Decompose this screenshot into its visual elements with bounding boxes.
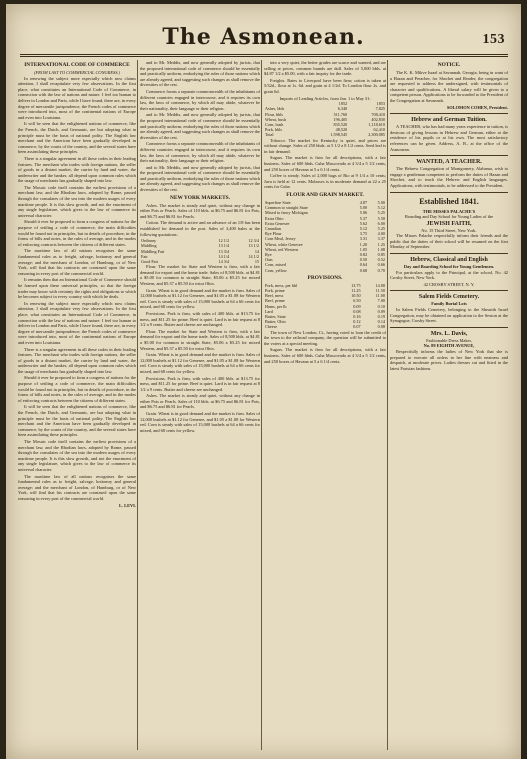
table-cell: Total <box>265 132 274 138</box>
table-cell: Corn, yellow <box>265 267 287 273</box>
table-cell: 0.10 <box>377 303 385 309</box>
paragraph: The maritime law of all nations recognises the same fundamental rules as to freight, salvage, bottomry and general average; and the merchant of London, of Hamburg, or of New York, will find that his contracts are construed upon the same reasoning in every port of the commercial world. <box>18 248 136 276</box>
paragraph: and to Mr. Meddis, and now generally adopted by jurists, that the proposed international code of commerce should be essentially and practically uniform, embodying the rules of those nations which are already agreed, and suggesting such changes as shall remove the diversities of the rest. <box>140 112 260 140</box>
table-cell: Common to straight State <box>265 205 308 211</box>
ad-address: No. 15 Third Street, New York. <box>421 227 477 233</box>
paragraph: In Salem Fields Cemetery, belonging to the Shearith Israel Congregation, may be obtained on application to the Sexton at the Synagogue, Crosby Street. <box>390 307 508 324</box>
table-cell: Extra Ohio <box>265 215 284 221</box>
table-cell: Corn, bush <box>265 121 284 127</box>
paragraph: Grain. Wheat is in good demand and the market is firm. Sales of 12,000 bushels at $1.12 for Genesee, and $1.05 a $1.08 for Western red. Corn is steady with sales of 15,000 bushels at 64 a 66 cents for mixed, and 68 cents for yellow. <box>140 287 260 310</box>
paragraph: Flour. The market for State and Western is firm, with a fair demand for export and the home trade. Sales of 8,500 bbls. at $4.81 a $5.00 for common to straight State, $5.06 a $5.25 for mixed Western, and $5.37 a $5.50 for extra Ohio. <box>140 264 260 287</box>
table-cell: Pork, mess, per bbl <box>265 282 298 288</box>
paragraph: It remains then that an International Code of Commerce should be framed upon these universal principles, so that the foreign trader may know with certainty the rights and obligations to which he becomes subject in every country with which he deals. <box>18 277 136 300</box>
provisions-table <box>264 283 386 330</box>
table-cell: Butter, Ohio <box>265 319 286 325</box>
table-cell: 5.00 <box>359 205 368 211</box>
table-cell: Canadian <box>265 225 281 231</box>
paragraph: Respectfully informs the ladies of New York that she is prepared to execute all orders in her line with neatness and despatch, at moderate prices. Ladies dresses cut and fitted in the latest Parisian fashions. <box>390 349 508 371</box>
market-heading: NEW YORK MARKETS. <box>169 194 231 201</box>
table-cell: 1.25 <box>377 241 385 247</box>
article-signature: L. LEVI. <box>119 502 136 508</box>
table-cell: Extra Genesee <box>265 220 290 226</box>
table-cell: 5.12 <box>359 225 368 231</box>
ad-subheading: Fashionable Dress Maker, <box>426 337 472 343</box>
table-cell: 11.00 <box>375 293 385 299</box>
table-cell: 14 3/4 <box>218 259 230 265</box>
paragraph: Commerce forms a separate commonwealth of the inhabitants of different countries engaged in intercourse, and it requires its own law, the laws of commerce, by which all may abide, whatever be their nationality, their language or their religion. <box>140 88 260 111</box>
table-cell: 0.07 <box>353 324 361 330</box>
ad-teacher <box>390 155 508 188</box>
paragraph: Cotton. The demand is active and an advance of an 1/8 has been established for demand in the port. Sales of 3,400 bales at the following quotations: <box>140 220 260 237</box>
table-cell: 6.50 <box>353 298 361 304</box>
table-cell: 3.37 <box>377 236 385 242</box>
table-cell: Fair <box>141 253 148 259</box>
paragraph: In renewing the subject more especially which now claims attention, I shall recapitulate very few observations. In the first place, what constitutes an International Code of Commerce, in connection with the law of nations and nature. I feel too human to deliver in London and Paris, while I have found, there are, in every degree of mercantile jurisprudence, the French codes of commerce were introduced into, most of the continental nations of Europe and even into Louisiana. <box>18 75 136 120</box>
table-cell: 0.64 <box>359 262 368 268</box>
column-1 <box>18 60 136 750</box>
table-cell: 1852 <box>338 101 348 107</box>
table-cell: Ashes, bbls <box>265 106 285 112</box>
ad-classical-school <box>390 253 508 287</box>
table-cell: Middling Fair <box>141 248 165 254</box>
paragraph: Should it ever be proposed to form a congress of nations for the purpose of settling a code of commerce, the main difficulties would be found not in principles, but in details of procedure, in the forms of bills and notes, in the rules of average, and in the modes of enforcing contracts between the citizens of different states. <box>18 219 136 247</box>
table-cell: Pork, bbls <box>265 127 282 133</box>
table-cell: 3.31 <box>359 236 368 242</box>
table-cell: 13 1/2 <box>248 243 259 249</box>
table-cell: 5.37 <box>359 215 368 221</box>
table-cell: Wheat, white Genesee <box>265 241 303 247</box>
paragraph: Should it ever be proposed to form a congress of nations for the purpose of settling a code of commerce, the main difficulties would be found not in principles, but in details of procedure, in the forms of bills and notes, in the rules of average, and in the modes of enforcing contracts between the citizens of different states. <box>18 375 136 403</box>
table-cell: Pork, prime <box>265 287 285 293</box>
table-cell: 13 1/4 <box>218 243 230 249</box>
table-cell: Ordinary <box>141 238 157 244</box>
paragraph: There is a singular agreement in all these codes in their leading features. The merchant who trades with foreign nations, the seller of goods in a distant market, the carrier by land and water, the underwriter and the banker, all depend upon common rules which the usage of merchants has gradually shaped into law. <box>18 346 136 374</box>
paragraph: Provisions. Pork is firm, with sales of 400 bbls. at $13.75 for mess, and $11.25 for prime. Beef is quiet. Lard is in fair request at 8 1/2 a 9 cents. Butter and cheese are unchanged. <box>140 375 260 392</box>
table-cell: 0.85 <box>377 251 385 257</box>
table-cell: 835,520 <box>333 121 348 127</box>
table-cell: 0.12 <box>353 319 361 325</box>
ad-heading: THE MISSES PALACHE'S <box>422 208 476 214</box>
table-cell: Wheat, red Western <box>265 246 298 252</box>
table-cell: 196,405 <box>333 116 348 122</box>
table-cell: 1,598,545 <box>330 132 348 138</box>
table-cell: 0.66 <box>377 262 385 268</box>
masthead-rule <box>20 54 508 55</box>
provisions-heading: PROVISIONS. <box>307 274 343 281</box>
table-cell: 1853 <box>376 101 385 107</box>
paragraph: The town of New London, Ct., having voted to loan the credit of the town to the railroad company, the question will be submitted to the voters at a special meeting. <box>264 329 386 346</box>
table-cell: Middling <box>141 243 157 249</box>
ad-school-name: JEWISH FAITH, <box>426 220 472 227</box>
masthead-rule <box>20 56 508 57</box>
paragraph: The Mosaic code itself contains the earliest provisions of a merchant law, and the Rhodian laws, adopted by Rome, passed through the consulates of the sea into the modern usages of every maritime people. It is this slow growth, and not the enactment of any single legislature, which gives to the law of commerce its universal character. <box>18 439 136 472</box>
table-cell: 5.62 <box>359 220 368 226</box>
paragraph: The Misses Palache respectfully inform their friends and the public that the duties of their school will be resumed on the first Monday of September. <box>390 233 508 250</box>
table-cell: 5.06 <box>359 210 368 216</box>
flour-table-heading: FLOUR AND GRAIN MARKET. <box>286 191 364 198</box>
article-heading: INTERNATIONAL CODE OF COMMERCE <box>24 62 130 68</box>
table-cell: 13.75 <box>351 282 361 288</box>
column-4 <box>390 60 508 750</box>
table-cell: Good Fair <box>141 259 159 265</box>
newspaper-page <box>6 4 521 759</box>
column-divider <box>387 60 388 750</box>
column-3 <box>264 60 386 750</box>
paragraph: Sugars. The market is firm for all descriptions, with a fair business. Sales of 600 hhds. Cuba Muscovado at 4 3/4 a 5 1/2 cents, and 250 boxes of Havana at 5 a 6 1/4 cents. <box>264 347 386 364</box>
cotton-table <box>140 238 260 264</box>
table-cell: Corn Meal, Jersey <box>265 236 296 242</box>
paragraph: The maritime law of all nations recognises the same fundamental rules as to freight, salvage, bottomry and general average; and the merchant of London, of Hamburg, or of New York, will find that his contracts are construed upon the same reasoning in every port of the commercial world. <box>18 473 136 501</box>
table-cell: 0.70 <box>377 267 385 273</box>
table-cell: Cheese <box>265 324 278 330</box>
table-cell: 5.50 <box>377 215 385 221</box>
table-cell: 5.25 <box>377 210 385 216</box>
ad-dressmaker <box>390 327 508 372</box>
paragraph: The Hebrew Congregation of Montgomery, Alabama, wish to engage a gentleman competent to perform the duties of Hazan and Shochet, and to teach the Hebrew and English languages. Applications, with testimonials, to be addressed to the President. <box>390 166 508 188</box>
table-cell: 0.19 <box>377 313 385 319</box>
table-cell: Oats <box>265 257 273 263</box>
table-cell: 6.00 <box>377 220 385 226</box>
ad-address: 42 CROSBY STREET, N. Y. <box>423 281 475 287</box>
flour-table <box>264 200 386 273</box>
paragraph: It will be seen that the enlightened nations of commerce, like the French, the Dutch, and Germanic, are but adopting what in principle must be the basis of national polity. The English law merchant and the American have been gradually developed in commerce, by the courts of the country, and the several states have been assimilating these principles. <box>18 404 136 438</box>
article-subheading: (FROM LAST TO COMMERCIAL CONGRESS.) <box>34 70 120 75</box>
ad-cemetery <box>390 290 508 323</box>
ad-heading: Salem Fields Cemetery. <box>418 294 480 301</box>
ad-heading: WANTED, A TEACHER. <box>416 159 482 166</box>
paragraph: For particulars apply to the Principal, at the school, No. 42 Crosby Street, New York. <box>390 269 508 281</box>
masthead <box>16 18 511 58</box>
paragraph: A TEACHER, who has had many years experience in tuition, is desirous of giving lessons in Hebrew and German, either at the residence of his pupils or at his own. The most satisfactory references can be given. Address, A. B., at the office of the Asmonean. <box>390 124 508 152</box>
table-cell: 0.09 <box>353 303 361 309</box>
paragraph: Tobacco. The market for Kentucky is quiet, and prices are without change. Sales of 250 hhds. at 5 1/2 a 8 1/2 cents. Seed leaf is in fair demand. <box>264 137 386 154</box>
paragraph: Freights. Rates to Liverpool have been firm; cotton is taken at 5/32d., flour at 1s. 6d. and grain at 4 1/2d. To London flour 2s. and grain 6d. <box>264 77 386 94</box>
paragraph: Coffee is steady. Sales of 2,000 bags of Rio at 9 1/4 a 10 cents; Java is held at 12 cents. Molasses is in moderate demand at 22 a 25 cents for Cuba. <box>264 173 386 190</box>
table-cell: 13 3/4 <box>218 248 230 254</box>
table-cell: 1,118,610 <box>368 121 385 127</box>
table-cell: 14.00 <box>375 282 385 288</box>
paragraph: Grain. Wheat is in good demand and the market is firm. Sales of 12,000 bushels at $1.12 for Genesee, and $1.05 a $1.08 for Western red. Corn is steady with sales of 15,000 bushels at 64 a 66 cents for mixed, and 68 cents for yellow. <box>140 352 260 374</box>
paragraph: Provisions. Pork is firm, with sales of 400 bbls. at $13.75 for mess, and $11.25 for prime. Beef is quiet. Lard is in fair request at 8 1/2 a 9 cents. Butter and cheese are unchanged. <box>140 310 260 328</box>
table-cell: 0.82 <box>359 251 368 257</box>
table-cell: Mixed to fancy Michigan <box>265 210 308 216</box>
table-cell: Wheat, bush <box>265 116 286 122</box>
paragraph: Sugars. The market is firm for all descriptions, with a fair business. Sales of 600 hhds. Cuba Muscovado at 4 3/4 a 5 1/2 cents, and 250 boxes of Havana at 5 a 6 1/4 cents. <box>264 155 386 172</box>
ad-address: No. 89 EIGHTH AVENUE, <box>423 343 475 349</box>
ad-heading: Hebrew and German Tuition. <box>411 117 487 124</box>
imports-heading: Imports of Leading Articles, from Jan. 1 to May 31: <box>279 95 371 101</box>
page-number: 153 <box>482 32 505 47</box>
table-cell: 5.00 <box>377 199 385 205</box>
notice-signature: SOLOMON COHEN, President. <box>446 104 508 110</box>
paragraph: and to Mr. Meddis, and now generally adopted by jurists, that the proposed international code of commerce should be essentially and practically uniform, embodying the rules of those nations which are already agreed, and suggesting such changes as shall remove the diversities of the rest. <box>140 164 260 193</box>
notice-heading: NOTICE. <box>437 62 461 68</box>
paragraph: The Mosaic code itself contains the earliest provisions of a merchant law, and the Rhodian laws, adopted by Rome, passed through the consulates of the sea into the modern usages of every maritime people. It is this slow growth, and not the enactment of any single legislature, which gives to the law of commerce its universal character. <box>18 184 136 218</box>
table-cell: 6,340 <box>337 106 348 112</box>
paragraph: Ashes. The market is steady and quiet, without any change in either Pots or Pearls. Sales of 110 bbls. at $6.75 and $6.81 for Pots, and $6.75 and $6.81 for Pearls. <box>140 202 260 219</box>
table-cell: Butter, State <box>265 313 286 319</box>
table-cell: 4.00 <box>377 231 385 237</box>
imports-table <box>264 101 386 137</box>
table-cell: 3.75 <box>359 231 368 237</box>
table-cell: Lard <box>265 308 273 314</box>
table-cell: 48,520 <box>335 127 348 133</box>
table-cell: 7,825 <box>375 106 385 112</box>
table-cell: 0.52 <box>377 257 385 263</box>
table-cell: 7.00 <box>377 298 385 304</box>
table-cell: Corn, mixed <box>265 262 286 268</box>
table-cell: 0.68 <box>359 267 368 273</box>
paragraph: It will be seen that the enlightened nations of commerce, like the French, the Dutch, and Germanic, are but adopting what in principle must be the basis of national polity. The English law merchant and the American have been gradually developed in commerce, by the courts of the country, and the several states have been assimilating these principles. <box>18 121 136 155</box>
paragraph: and to Mr. Meddis, and now generally adopted by jurists, that the proposed international code of commerce should be essentially and practically uniform, embodying the rules of those nations which are already agreed, and suggesting such changes as shall remove the diversities of the rest. <box>140 60 260 88</box>
table-cell: 1.05 <box>359 246 368 252</box>
paragraph: Ashes. The market is steady and quiet, without any change in either Pots or Pearls. Sales of 110 bbls. at $6.75 and $6.81 for Pots, and $6.75 and $6.81 for Pearls. <box>140 393 260 410</box>
table-cell: 0.50 <box>359 257 368 263</box>
table-cell: 11.25 <box>351 287 361 293</box>
ad-heading: Mrs. L. Davis, <box>430 330 468 337</box>
table-cell: 11.50 <box>375 287 385 293</box>
ad-palache-school <box>390 192 508 251</box>
flour-row <box>264 268 386 273</box>
paragraph: Commerce forms a separate commonwealth of the inhabitants of different countries engaged in intercourse, and it requires its own law, the laws of commerce, by which all may abide, whatever be their nationality, their language or their religion. <box>140 141 260 164</box>
table-cell: 10.50 <box>351 293 361 299</box>
table-cell: Hams, per lb <box>265 303 287 309</box>
paragraph: Flour. The market for State and Western is firm, with a fair demand for export and the home trade. Sales of 8,500 bbls. at $4.81 a $5.00 for common to straight State, $5.06 a $5.25 for mixed Western, and $5.37 a $5.50 for extra Ohio. <box>140 328 260 351</box>
table-cell: 5.12 <box>377 205 385 211</box>
table-cell: 14 <box>254 248 259 254</box>
table-cell: 708,410 <box>371 111 385 117</box>
table-cell: Superfine State <box>265 199 291 205</box>
table-cell: 0.14 <box>377 319 385 325</box>
table-cell: 511,760 <box>333 111 348 117</box>
table-cell: Rye <box>265 251 272 257</box>
table-cell: 12 3/4 <box>248 238 259 244</box>
table-cell: 14 1/2 <box>248 253 259 259</box>
table-cell: Flour, bbls <box>265 111 283 117</box>
table-cell: 15 <box>254 259 259 265</box>
table-cell: 14 1/4 <box>218 253 230 259</box>
table-cell: 0.08 <box>353 308 361 314</box>
ad-established: Established 1841. <box>419 196 479 206</box>
table-cell: 2,300,085 <box>368 132 385 138</box>
paragraph: The K. K. Mikve Israel at Savannah, Georgia, being in want of a Hazan and Preacher, for Shochet and Reader, the congregation are requested to address the undersigned, with testimonials of character and qualifications. A liberal salary will be given to a competent person. Applications to be forwarded to the President of the Congregation at Savannah. <box>390 70 508 103</box>
column-divider <box>137 60 138 750</box>
ad-hebrew-tuition <box>390 113 508 152</box>
paragraph: There is a singular agreement in all these codes in their leading features. The merchant who trades with foreign nations, the seller of goods in a distant market, the carrier by land and water, the underwriter and the banker, all depend upon common rules which the usage of merchants has gradually shaped into law. <box>18 155 136 184</box>
table-cell: 0.09 <box>377 308 385 314</box>
paragraph: into a very quiet, the better grades are scarce and wanted, and are selling at prices, common brands are dull. Sales of 5,000 bbls. at $4.87 1/2 a $5.00, with a fair inquiry for the trade. <box>264 60 386 77</box>
table-cell: 1.08 <box>377 246 385 252</box>
newspaper-title: The Asmonean. <box>162 24 365 50</box>
table-cell: Rye Flour <box>265 231 282 237</box>
table-cell: 12 1/2 <box>218 238 230 244</box>
table-cell: 62,410 <box>373 127 385 133</box>
table-cell: 0.08 <box>377 324 385 330</box>
table-cell: Beef, mess <box>265 293 284 299</box>
table-cell: 0.16 <box>353 313 361 319</box>
ad-subheading: Day and Boarding School for Young Gentlemen. <box>403 264 495 270</box>
ad-subheading: Boarding and Day School for Young Ladies of the <box>404 214 494 220</box>
paragraph: Grain. Wheat is in good demand and the market is firm. Sales of 12,000 bushels at $1.12 for Genesee, and $1.05 a $1.08 for Western red. Corn is steady with sales of 15,000 bushels at 64 a 66 cents for mixed, and 68 cents for yellow. <box>140 411 260 433</box>
paragraph: In renewing the subject more especially which now claims attention, I shall recapitulate very few observations. In the first place, what constitutes an International Code of Commerce, in connection with the law of nations and nature. I feel too human to deliver in London and Paris, while I have found, there are, in every degree of mercantile jurisprudence, the French codes of commerce were introduced into, most of the continental nations of Europe and even into Louisiana. <box>18 300 136 345</box>
table-cell: 5.25 <box>377 225 385 231</box>
ad-heading: Hebrew, Classical and English <box>410 257 488 264</box>
table-cell: Beef, prime <box>265 298 285 304</box>
table-cell: 4.87 <box>359 199 368 205</box>
table-cell: 402,830 <box>371 116 385 122</box>
column-2 <box>140 60 260 750</box>
ad-subheading: Family Burial Lots <box>431 301 467 307</box>
table-cell: 1.20 <box>359 241 368 247</box>
column-divider <box>261 60 262 750</box>
